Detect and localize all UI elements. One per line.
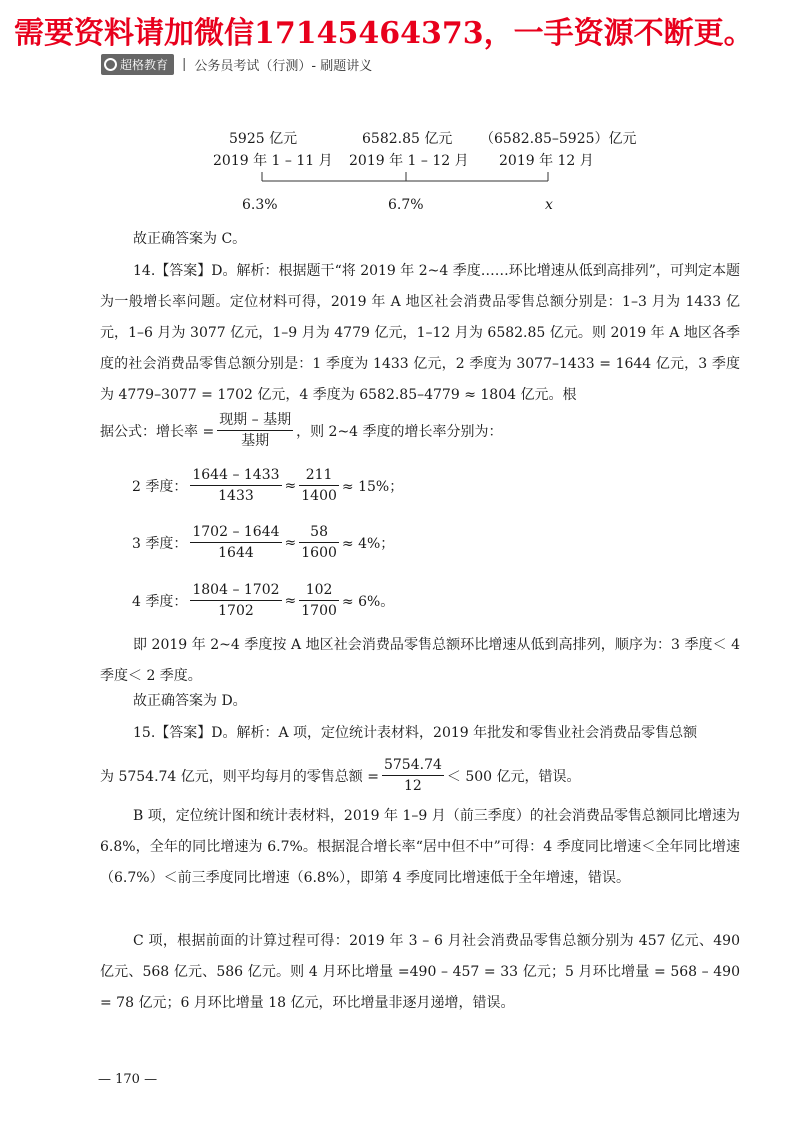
header-title: 公务员考试（行测）- 刷题讲义 [194,59,373,74]
calc-fraction [190,522,281,563]
formula-prefix: 据公式：增长率 = [100,423,215,440]
formula-denominator: 基期 [241,433,270,449]
diagram-rate-1: 6.3% [242,197,278,213]
average-fraction [382,755,444,796]
approx-sign: ≈ [284,592,297,609]
formula-fraction [217,410,293,451]
q14-explanation: 14.【答案】D。解析：根据题干“将 2019 年 2~4 季度……环比增速从低到高排列”，可判定本题为一般增长率问题。定位材料可得，2019 年 A 地区社会消费品零售总额分别是：1–3 月为 1433 亿元，1–6 月为 3077 亿元，1–9 月为 4779 亿元，1–12 月为 6582.85 亿元。则 2019 年 A 地区各季度的社会消费品零售总额分别是：1 季度为 1433 亿元，2 季度为 3077–1433 = 1644 亿元，3 季度为 4779–3077 = 1702 亿元，4 季度为 6582.85–4779 ≈ 1804 亿元。根 [100,263,740,403]
calc-fraction [190,580,281,621]
calc-den: 1600 [301,545,337,561]
average-den: 12 [404,778,422,794]
diagram-top-2: 6582.85 亿元 [362,131,453,147]
diagram-top-1: 5925 亿元 [229,131,298,147]
calc-label: 3 季度： [132,535,188,552]
option-b-explanation: B 项，定位统计图和统计表材料，2019 年 1–9 月（前三季度）的社会消费品零售总额同比增速为 6.8%，全年的同比增速为 6.7%。根据混合增长率“居中但不中”可得：4 季度同比增速＜全年同比增速（6.7%）＜前三季度同比增速（6.8%），即第 4 季度同比增速低于全年增速，错误。 [100,808,740,886]
calc-num: 1804 – 1702 [190,580,281,601]
diagram-rate-3: x [545,197,553,213]
calc-result: ≈ 4%； [341,535,395,552]
option-c-explanation: C 项，根据前面的计算过程可得：2019 年 3 – 6 月社会消费品零售总额分别为 457 亿元、490 亿元、568 亿元、586 亿元。则 4 月环比增量 =490 – 457 = 33 亿元；5 月环比增量 = 568 – 490 = 78 亿元；6 月环比增量 18 亿元，环比增量非逐月递增，错误。 [100,933,740,1011]
calc-q3 [132,522,394,563]
average-suffix: ＜ 500 亿元，错误。 [446,768,581,785]
answer-13: 故正确答案为 C。 [133,231,247,247]
calc-den: 1400 [301,488,337,504]
calc-fraction [299,580,339,621]
formula-suffix: ，则 2~4 季度的增长率分别为： [296,423,503,440]
calc-fraction [190,465,281,506]
calc-num: 102 [299,580,339,601]
calc-den: 1433 [218,488,254,504]
calc-num: 1644 – 1433 [190,465,281,486]
header-separator: | [182,57,187,72]
formula-numerator: 现期 – 基期 [217,410,293,431]
diagram-rate-2: 6.7% [388,197,424,213]
calc-num: 58 [299,522,339,543]
average-num: 5754.74 [382,755,444,776]
diagram-period-1: 2019 年 1 – 11 月 [213,153,333,169]
calc-result: ≈ 15%； [341,478,404,495]
calc-label: 2 季度： [132,478,188,495]
calc-den: 1700 [301,603,337,619]
page-number: — 170 — [98,1072,158,1087]
calc-den: 1644 [218,545,254,561]
calc-fraction [299,522,339,563]
calc-den: 1702 [218,603,254,619]
diagram-period-3: 2019 年 12 月 [499,153,594,169]
calc-q2 [132,465,403,506]
answer-14: 故正确答案为 D。 [133,693,247,709]
approx-sign: ≈ [284,534,297,551]
q14-conclusion: 即 2019 年 2~4 季度按 A 地区社会消费品零售总额环比增速从低到高排列，顺序为：3 季度＜ 4 季度＜ 2 季度。 [100,637,740,684]
timeline-bracket [0,0,800,200]
approx-sign: ≈ [284,477,297,494]
calc-num: 211 [299,465,339,486]
average-prefix: 为 5754.74 亿元，则平均每月的零售总额 = [100,768,379,785]
diagram-top-3: （6582.85–5925）亿元 [480,131,637,147]
calc-num: 1702 – 1644 [190,522,281,543]
calc-label: 4 季度： [132,593,188,610]
calc-result: ≈ 6%。 [341,593,395,610]
diagram-period-2: 2019 年 1 – 12 月 [349,153,469,169]
q15-explanation: 15.【答案】D。解析：A 项，定位统计表材料，2019 年批发和零售业社会消费品零售总额 [133,725,698,741]
q15-average-line [100,755,581,796]
calc-q4 [132,580,394,621]
calc-fraction [299,465,339,506]
logo-text: 超格教育 [120,58,169,72]
growth-formula [100,410,503,451]
watermark-banner: 需要资料请加微信17145464373，一手资源不断更。 [14,16,754,51]
